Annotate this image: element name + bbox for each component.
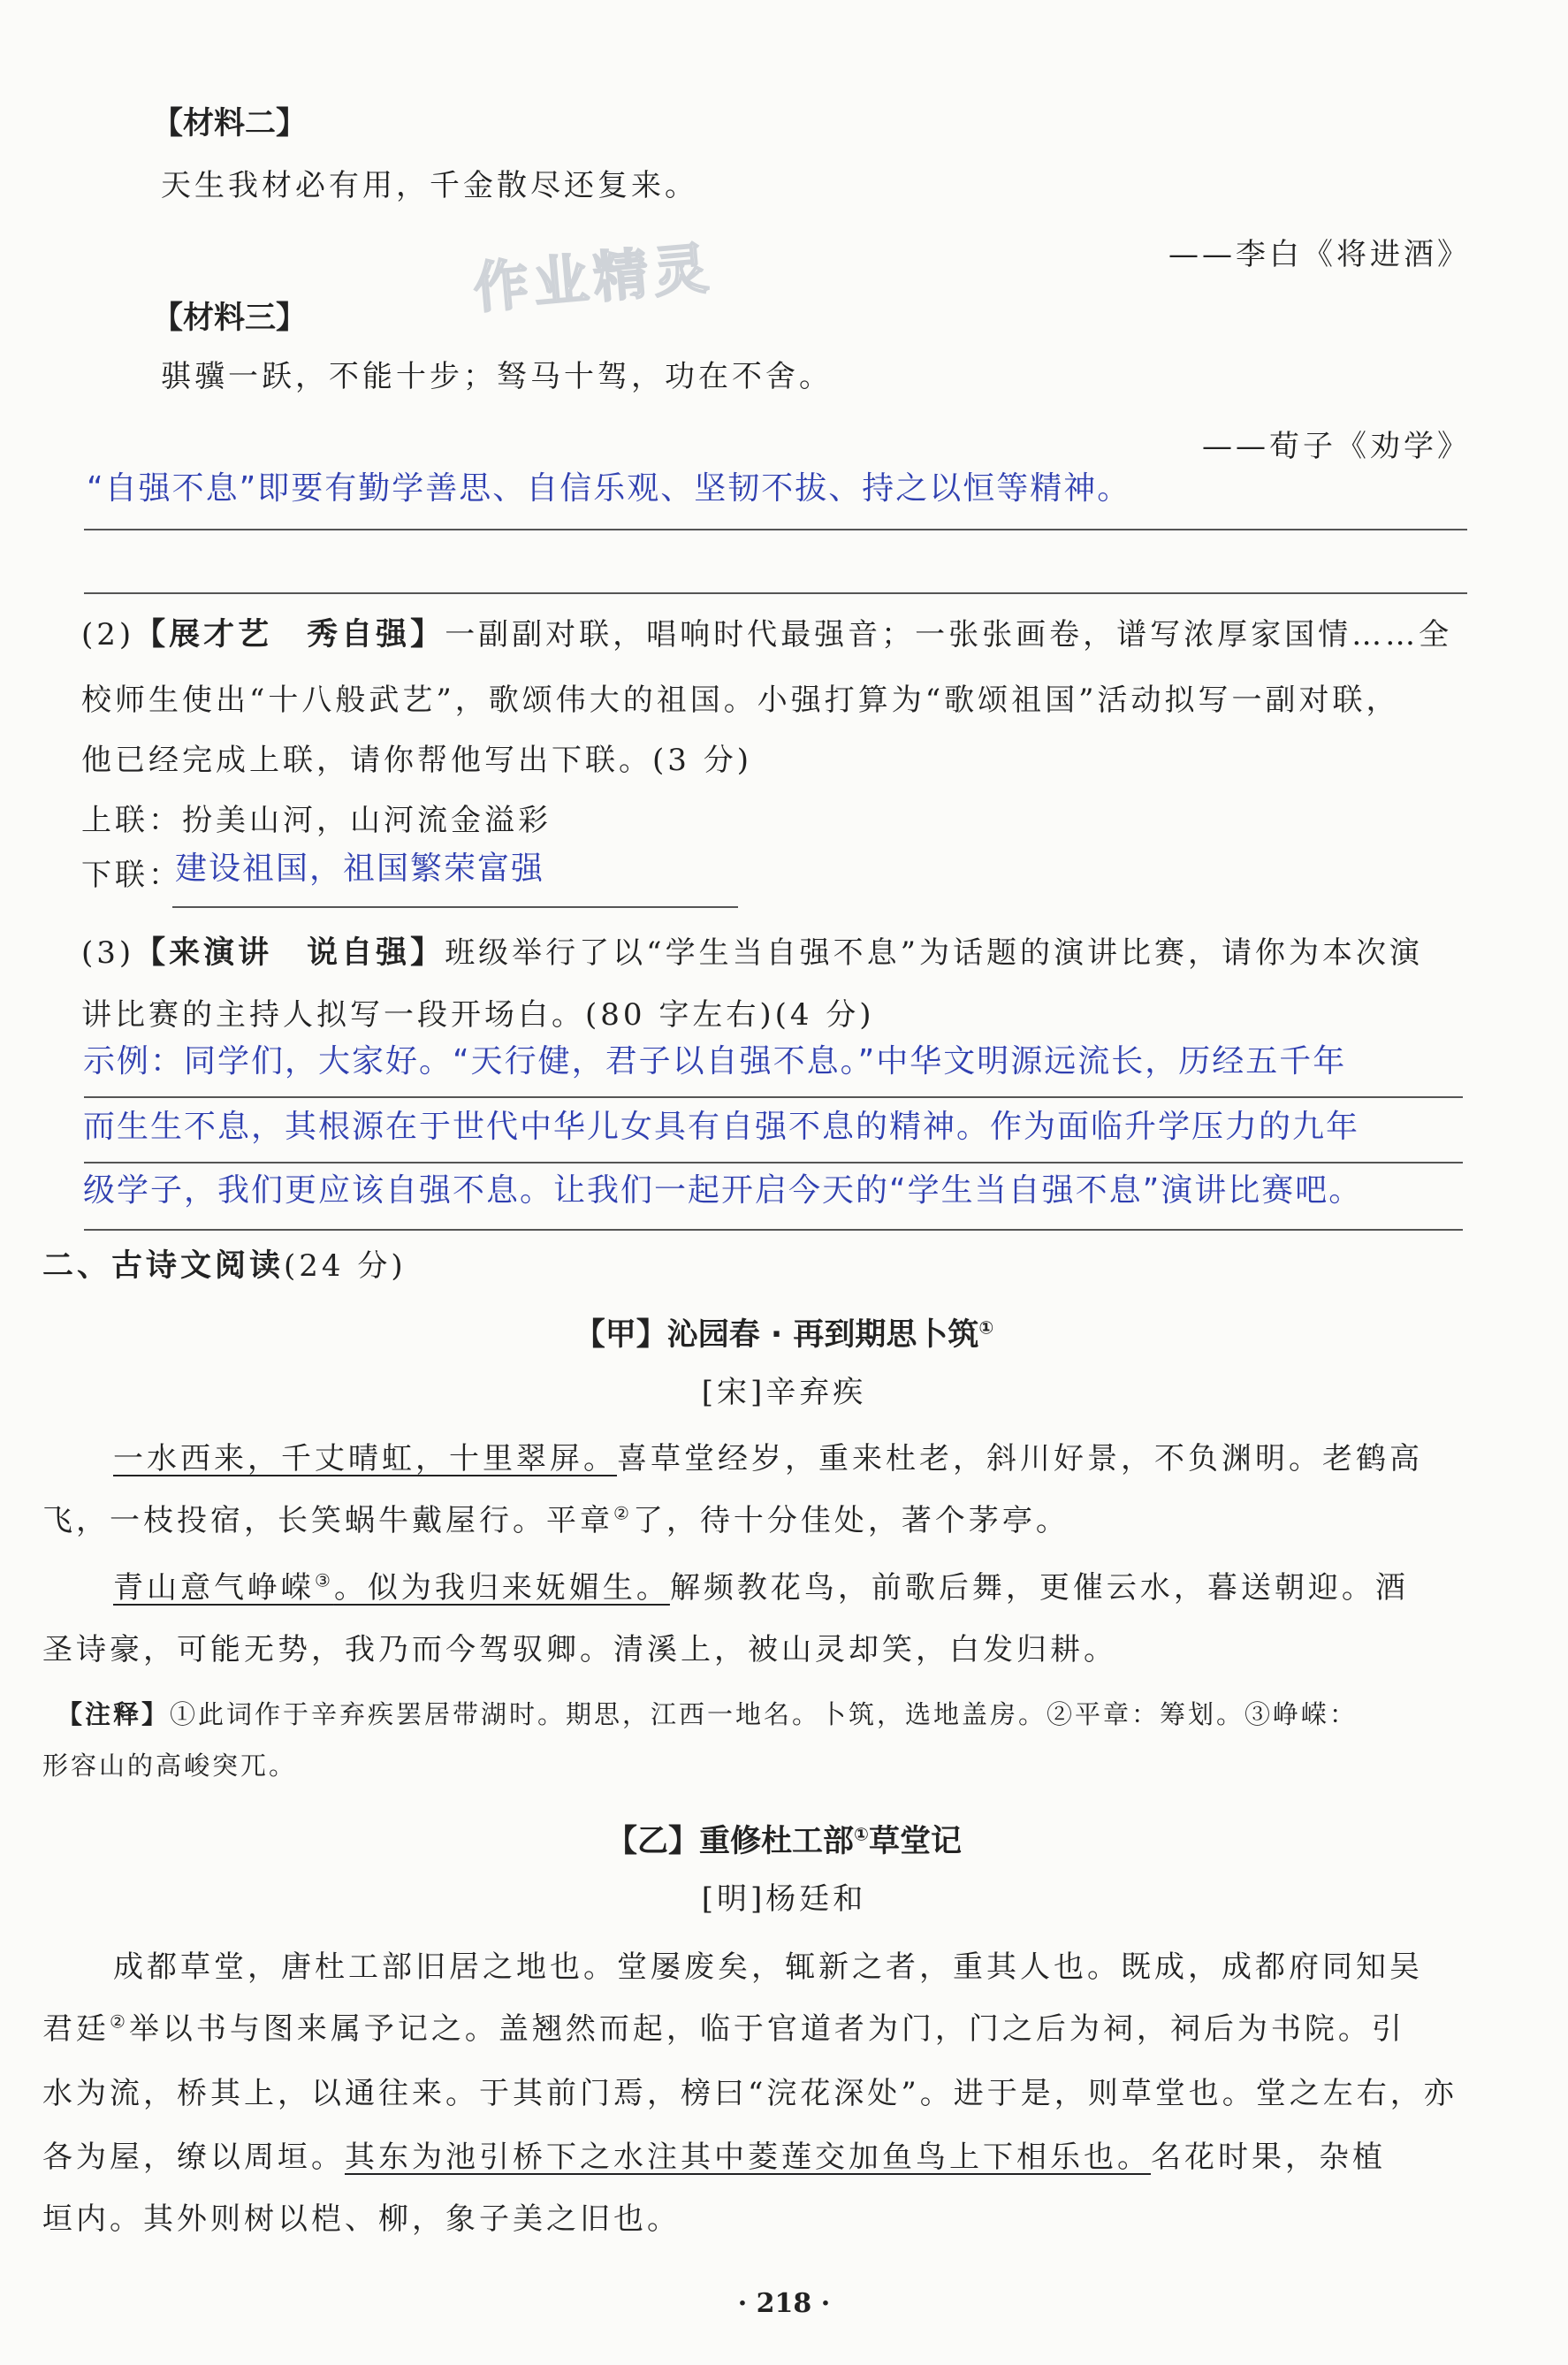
poem-text: 喜草堂经岁，重来杜老，斜川好景，不负渊明。老鹤高 [617, 1441, 1423, 1476]
prose-line2 [42, 2011, 1405, 2047]
poem-text: 飞，一枝投宿，长笑蜗牛戴屋行。平章 [42, 1503, 613, 1538]
poem-title-text: 【甲】沁园春 · 再到期思卜筑 [574, 1317, 979, 1353]
prose-title [0, 1817, 1568, 1861]
prose-underlined-sentence: 其东为池引桥下之水注其中菱莲交加鱼鸟上下相乐也。 [345, 2140, 1151, 2175]
material2-text: 天生我材必有用，千金散尽还复来。 [161, 168, 698, 203]
footnote-3: ③ [315, 1569, 334, 1591]
q3-answer-line2: 而生生不息，其根源在于世代中华儿女具有自强不息的精神。作为面临升学压力的九年 [83, 1109, 1360, 1145]
answer-line [172, 906, 738, 908]
answer-line [84, 1229, 1463, 1231]
q3-heading: 【来演讲 说自强】 [134, 935, 445, 971]
poem-underlined-sentence [113, 1570, 670, 1606]
q2-line2: 校师生使出“十八般武艺”，歌颂伟大的祖国。小强打算为“歌颂祖国”活动拟写一副对联， [81, 683, 1400, 718]
prose-text: 举以书与图来属予记之。盖翘然而起，临于官道者为门，门之后为祠，祠后为书院。引 [128, 2011, 1405, 2047]
poem-text: 。似为我归来妩媚生。 [333, 1570, 670, 1606]
q2-line1 [81, 617, 1452, 652]
poem-para2-line1 [113, 1570, 1409, 1606]
footnote-2: ② [110, 2010, 129, 2033]
watermark-logo: 作业精灵 [470, 235, 717, 321]
material3-source: ——荀子《劝学》 [1202, 429, 1471, 464]
poem-title-footnote: ① [978, 1316, 994, 1339]
poem-text: 了，待十分佳处，著个茅亭。 [632, 1503, 1069, 1538]
section2-title-bold: 二、古诗文阅读 [42, 1248, 285, 1284]
poem-para1-line1 [113, 1441, 1423, 1476]
q3-answer-line3: 级学子，我们更应该自强不息。让我们一起开启今天的“学生当自强不息”演讲比赛吧。 [83, 1172, 1363, 1209]
prose-title-footnote: ① [854, 1823, 869, 1845]
q2-heading: 【展才艺 秀自强】 [134, 617, 445, 652]
prose-text: 名花时果，杂植 [1151, 2140, 1386, 2175]
q2-lower-answer: 建设祖国，祖国繁荣富强 [175, 851, 545, 887]
poem-para1-line2 [42, 1503, 1069, 1538]
q3-answer-line1: 示例：同学们，大家好。“天行健，君子以自强不息。”中华文明源远流长，历经五千年 [83, 1043, 1347, 1080]
prose-line4 [42, 2140, 1386, 2175]
q2-text: 一副副对联，唱响时代最强音；一张张画卷，谱写浓厚家国情……全 [445, 617, 1453, 652]
poem-para2-line2: 圣诗豪，可能无势，我乃而今驾驭卿。清溪上，被山灵却笑，白发归耕。 [42, 1632, 1117, 1667]
prose-line5: 垣内。其外则树以桤、柳，象子美之旧也。 [42, 2201, 681, 2237]
q3-text: 班级举行了以“学生当自强不息”为话题的演讲比赛，请你为本次演 [445, 935, 1423, 971]
page-number: · 218 · [737, 2288, 831, 2319]
poem-notes-line2: 形容山的高峻突兀。 [42, 1751, 298, 1781]
prose-title-text: 【乙】重修杜工部 [606, 1824, 855, 1859]
q3-number: (3) [81, 935, 135, 971]
q2-line3: 他已经完成上联，请你帮他写出下联。(3 分) [81, 743, 752, 778]
prose-text: 各为屋，缭以周垣。 [42, 2140, 345, 2175]
footnote-2: ② [613, 1502, 633, 1524]
prose-title-end: 草堂记 [868, 1824, 962, 1859]
q3-line1 [81, 935, 1423, 971]
answer-line [84, 592, 1467, 594]
section2-score: (24 分) [284, 1248, 407, 1284]
prose-text: 君廷 [42, 2011, 110, 2047]
poem-underlined-sentence: 一水西来，千丈晴虹，十里翠屏。 [113, 1441, 617, 1476]
section2-title [42, 1248, 407, 1284]
prose-line3: 水为流，桥其上，以通往来。于其前门焉，榜曰“浣花深处”。进于是，则草堂也。堂之左右，亦 [42, 2076, 1458, 2111]
q3-line2: 讲比赛的主持人拟写一段开场白。(80 字左右)(4 分) [81, 997, 875, 1033]
q2-number: (2) [81, 617, 135, 652]
notes-heading: 【注释】 [57, 1699, 171, 1729]
poem-title [0, 1310, 1568, 1354]
poem-notes-line1 [57, 1699, 1358, 1729]
poem-text: 解频教花鸟，前歌后舞，更催云水，暮送朝迎。酒 [669, 1570, 1409, 1606]
material2-source: ——李白《将进酒》 [1168, 237, 1471, 272]
answer-line [84, 1096, 1463, 1098]
prose-line1: 成都草堂，唐杜工部旧居之地也。堂屡废矣，辄新之者，重其人也。既成，成都府同知吴 [113, 1949, 1423, 1985]
q2-upper-couplet: 上联：扮美山河，山河流金溢彩 [81, 803, 552, 838]
q2-lower-label: 下联： [81, 858, 182, 893]
answer-line [84, 529, 1467, 530]
notes-text: ①此词作于辛弃疾罢居带湖时。期思，江西一地名。卜筑，选地盖房。②平章：筹划。③峥嵘： [170, 1699, 1359, 1729]
material3-text: 骐骥一跃，不能十步；驽马十驾，功在不舍。 [161, 359, 833, 394]
poem-author: [宋]辛弃疾 [701, 1375, 867, 1410]
answer-line [84, 1162, 1463, 1163]
material2-heading: 【材料二】 [152, 106, 308, 141]
poem-text: 青山意气峥嵘 [113, 1570, 315, 1606]
answer-q1: “自强不息”即要有勤学善思、自信乐观、坚韧不拔、持之以恒等精神。 [87, 470, 1131, 507]
material3-heading: 【材料三】 [152, 301, 308, 336]
prose-author: [明]杨廷和 [701, 1881, 867, 1917]
